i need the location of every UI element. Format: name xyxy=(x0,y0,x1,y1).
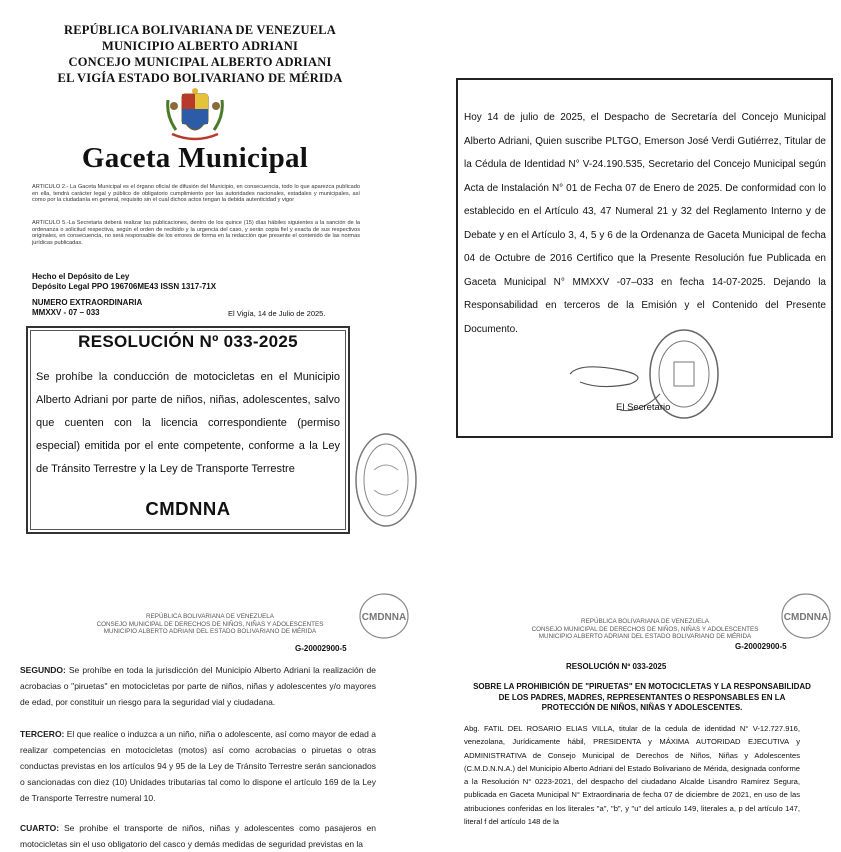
council-header xyxy=(490,618,800,641)
resolution-preamble: Abg. FATIL DEL ROSARIO ELIAS VILLA, titular de la cedula de identidad N° V-12.727.916, venezolana, Jurídicamente hábil, PRESIDENTA y MÁXIMA AUTORIDAD EJECUTIVA y ADMINISTRATIVA de Consejo Municipal de Derechos de Niños, Niñas y Adolescentes (C.M.D.N.N.A.) del Municipio Alberto Adriani del Estado Bolivariano de Mérida, designada conforme a la Resolución N° 0223-2021, del despacho del ciudadano Alcalde Lisandro Ramírez Segura, publicada en Gaceta Municipal N° Extraordinaria de fecha 07 de diciembre de 2021, en uso de las atribuciones conferidas en los literales "a", "b", y "u" del artículo 149, literales a, p del artículo 147, literal f del artículo 148 de la xyxy=(464,724,800,827)
paragraph-segundo xyxy=(20,662,376,710)
header-line: CONSEJO MUNICIPAL DE DERECHOS DE NIÑOS, NIÑAS Y ADOLESCENTES xyxy=(531,625,759,633)
resolution-subject: SOBRE LA PROHIBICIÓN DE "PIRUETAS" EN MOTOCICLETAS Y LA RESPONSABILIDAD DE LOS PADRES, MADRES, REPRESENTANTES O RESPONSABLES EN LA PROTECCIÓN DE NIÑOS, NIÑAS Y ADOLESCENTES. xyxy=(473,682,811,712)
seal-stamp-icon xyxy=(352,430,408,530)
header-line: MUNICIPIO ALBERTO ADRIANI xyxy=(101,39,299,53)
header-line: REPÚBLICA BOLIVARIANA DE VENEZUELA xyxy=(63,23,337,37)
paragraph-cuarto xyxy=(20,820,376,852)
article-2-text: ARTICULO 2.- La Gaceta Municipal es el órgano oficial de difusión del Municipio, en consecuencia, todo lo que aparezca publicado en ella, tendrá carácter legal y público de obligatorio cumplimiento por las autoridades nacionales, estadales y municipales, así como por la ciudadanía en general, requisito sin el cual dichos actos tengan la debida autenticidad y vigor xyxy=(32,184,360,204)
gazette-header xyxy=(30,22,370,86)
header-line: REPÚBLICA BOLIVARIANA DE VENEZUELA xyxy=(581,618,709,625)
issue-number-value: MMXXV - 07 – 033 xyxy=(32,308,100,317)
council-logo-icon xyxy=(358,592,410,640)
header-line: EL VIGÍA ESTADO BOLIVARIANO DE MÉRIDA xyxy=(57,71,343,85)
header-line: MUNICIPIO ALBERTO ADRIANI DEL ESTADO BOLIVARIANO DE MÉRIDA xyxy=(538,633,752,640)
council-header xyxy=(40,613,380,636)
paragraph-label: TERCERO: xyxy=(20,729,65,739)
paragraph-text: El que realice o induzca a un niño, niña o adolescente, así como mayor de edad a realizar competencias en motocicletas (motos) así como acrobacias o piruetas o otras conductas previstas en los artículos 94 y 95 de la Ley de Tránsito Terrestre serán sancionados o sancionadas con diez (10) Unidades tributarias tal como lo dispone el artículo 169 de la Ley de Transporte Terrestre numeral 10. xyxy=(20,729,376,803)
tax-id: G-20002900-5 xyxy=(295,644,347,653)
paragraph-tercero xyxy=(20,726,376,806)
coat-of-arms-icon xyxy=(164,86,226,144)
certificate-text: Hoy 14 de julio de 2025, el Despacho de Secretaría del Concejo Municipal Alberto Adriani, Quien suscribe PLTGO, Emerson José Verdi Gutiérrez, Titular de la Cédula de Identidad N° V-24.190.535, Secretario del Concejo Municipal según Acta de Instalación N° 01 de Fecha 07 de Enero de 2025. De conformidad con lo establecido en el Artículo 43, 47 Numeral 21 y 32 del Reglamento Interno y de Debate y en el Artículo 3, 4, 5 y 6 de la Ordenanza de Gaceta Municipal de fecha 04 de Octubre de 2016 Certifico que la Presente Resolución fue Publicada en Gaceta Municipal N° MMXXV -07–033 en fecha 14-07-2025. Dejando la Responsabilidad en terceros de la Emisión y el Contenido del Presente Documento. xyxy=(464,112,826,335)
legal-deposit xyxy=(32,272,216,292)
deposit-line: Depósito Legal PPO 196706ME43 ISSN 1317-71X xyxy=(32,282,217,291)
issue-number xyxy=(32,298,142,318)
issue-number-label: NUMERO EXTRAORDINARIA xyxy=(32,298,143,307)
paragraph-text: Se prohíbe en toda la jurisdicción del Municipio Alberto Adriani la realización de acrobacias o "piruetas" en motocicletas por parte de niños, niñas y adolescentes y/o mayores de edad, por constituir un riesgo para la seguridad vial y ciudadana. xyxy=(20,665,376,707)
paragraph-text: Se prohíbe el transporte de niños, niñas y adolescentes como pasajeros en motocicletas sin el uso obligatorio del casco y demás medidas de seguridad previstas en la xyxy=(20,823,376,849)
gazette-title: Gaceta Municipal xyxy=(81,142,309,174)
resolution-title: RESOLUCIÓN Nº 033-2025 xyxy=(78,332,298,351)
paragraph-label: SEGUNDO: xyxy=(20,665,66,675)
article-5-text: ARTICULO 5.-La Secretaria deberá realizar las publicaciones, dentro de los quince (15) días hábiles siguientes a la sanción de la ordenanza o solicitud respectiva, según el orden de recibido y la urgencia del caso, y serán copia fiel y exacta de sus respectivos originales, en consecuencia, no será responsable de los errores de forma en la redacción que presente el contenido de las normas jurídicas publicadas. xyxy=(32,220,360,246)
header-line: MUNICIPIO ALBERTO ADRIANI DEL ESTADO BOLIVARIANO DE MÉRIDA xyxy=(103,628,317,635)
tax-id: G-20002900-5 xyxy=(735,642,787,651)
header-line: CONCEJO MUNICIPAL ALBERTO ADRIANI xyxy=(68,55,332,69)
paragraph-label: CUARTO: xyxy=(20,823,60,833)
secretary-signature-label: El Secretario xyxy=(616,402,671,413)
header-line: CONSEJO MUNICIPAL DE DERECHOS DE NIÑOS, NIÑAS Y ADOLESCENTES xyxy=(96,620,324,628)
deposit-line: Hecho el Depósito de Ley xyxy=(32,272,130,281)
resolution-body: Se prohíbe la conducción de motocicletas en el Municipio Alberto Adriani por parte de niños, niñas, adolescentes, salvo que cuenten con la licencia correspondiente (permiso especial) emitida por el ente competente, conforme a la Ley de Tránsito Terrestre y la Ley de Transporte Terrestre xyxy=(36,371,340,475)
stamp-text: CMDNNA xyxy=(783,612,829,623)
header-line: REPÚBLICA BOLIVARIANA DE VENEZUELA xyxy=(146,613,274,620)
stamp-text: CMDNNA xyxy=(361,612,407,623)
resolution-number: RESOLUCIÓN Nº 033-2025 xyxy=(566,662,667,671)
publication-date: El Vigía, 14 de Julio de 2025. xyxy=(228,309,326,318)
issuer-name: CMDNNA xyxy=(145,498,231,519)
council-logo-icon xyxy=(780,592,832,640)
